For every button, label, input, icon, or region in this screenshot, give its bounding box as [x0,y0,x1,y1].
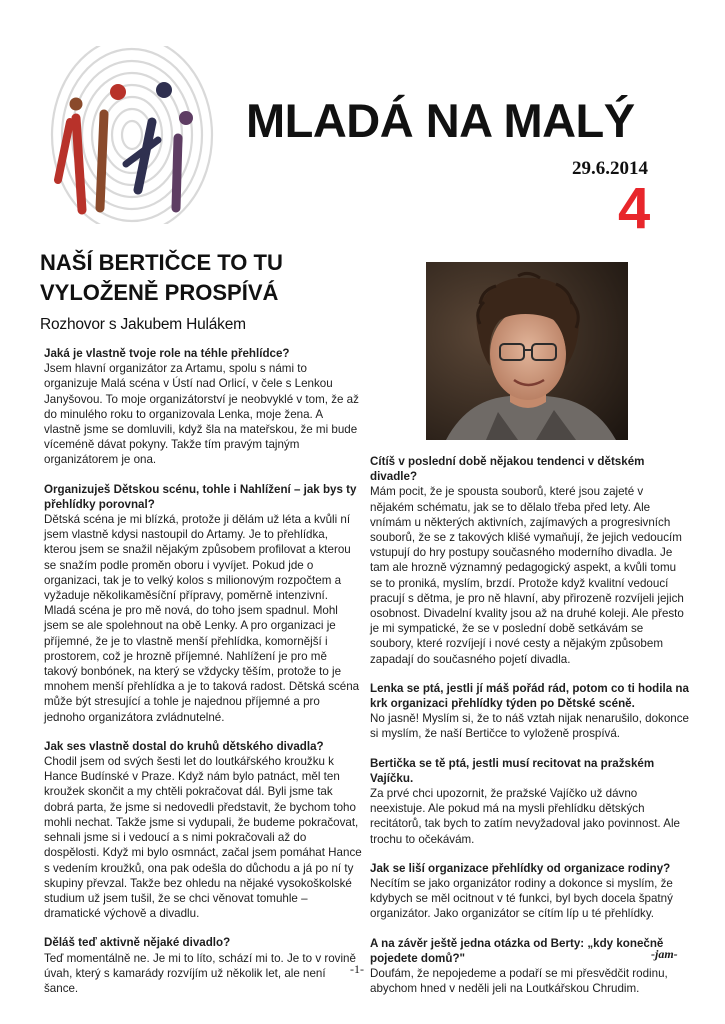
interviewee-photo [426,262,628,440]
headline-line-2: VYLOŽENĚ PROSPÍVÁ [40,280,279,305]
issue-date: 29.6.2014 [572,158,648,179]
interview-question: Děláš teď aktivně nějaké divadlo? [44,936,231,950]
left-column [44,346,362,1010]
interview-answer: Necítím se jako organizátor rodiny a dokonce si myslím, že kdybych se měl ocitnout v té funkci, byl bych docela špatný organizátor. Jako organizátor se cítím líp u té přehlídky. [370,877,673,921]
interview-answer: Doufám, že nepojedeme a podaří se mi přesvědčit rodinu, abychom hned v neděli jeli na Loutkářskou Chrudim. [370,967,668,996]
article-headline [40,248,360,308]
interview-answer: Teď momentálně ne. Je mi to líto, schází mi to. Je to v rovině úvah, který s kamarády rozvíjím už několik let, ale není šance. [44,951,356,995]
festival-logo [40,40,220,230]
interview-answer: No jasně! Myslím si, že to náš vztah nijak nenarušilo, dokonce si myslím, že naší Bertičce to vyloženě prospívá. [370,712,689,741]
interview-qa [370,681,690,742]
interview-question: Jak se liší organizace přehlídky od organizace rodiny? [370,861,671,875]
issue-number: 4 [618,176,651,241]
newsletter-title: MLADÁ NA MALÝ [246,94,635,147]
author-signature: -jam- [651,947,678,961]
interview-answer: Jsem hlavní organizátor za Artamu, spolu s námi to organizuje Malá scéna v Ústí nad Orlicí, v čele s Lenkou Janyšovou. To moje organizátorství je neobvyklé v tom, že až do minulého roku to organizovala Lenka, moje žena. A vlastně jsme se domluvili, když šla na mateřskou, že mi bude víceméně dávat pokyny. Takže tím pravým tajným organizátorem je ona. [44,362,359,467]
interview-question: Lenka se ptá, jestli jí máš pořád rád, potom co ti hodila na krk organizaci přehlídky týden po Dětské scéně. [370,681,689,711]
right-column [370,454,690,1011]
interview-question: Jaká je vlastně tvoje role na téhle přehlídce? [44,347,290,360]
interview-qa [370,936,690,997]
interview-qa [370,861,690,922]
interview-question: Bertička se tě ptá, jestli musí recitovat na pražském Vajíčku. [370,756,655,785]
page-number: -1- [350,962,364,976]
interview-question: A na závěr ještě jedna otázka od Berty: „kdy konečně pojedete domů?" [370,936,664,965]
interview-answer: Mám pocit, že je spousta souborů, které jsou zajeté v nějakém schématu, jak se to dělalo třeba před lety. Ale vnímám u některých aktivních, zajímavých a progresivních souborů, že se z takových klišé vymaňují, že jejich vedoucím vstupují do hry postupy současného moderního divadla. Je tam ale hrozně významný pedagogický aspekt, a kvůli tomu se to proniká, myslím, brzdí. Protože když kvalitní vedoucí pracují s dětma, je pro ně hlavní, aby přirozeně rozvíjeli jejich osobnost. Divadelní kvality jsou až na druhé koleji. Ale přesto je mi sympatické, že se v poslední době setkávám se soubory, které rozvíjejí i nové cesty a nějakým způsobem zapadají do současného pojetí divadla. [370,485,684,666]
interview-answer: Dětská scéna je mi blízká, protože ji dělám už léta a kvůli ní jsem vlastně kdysi nastoupil do Artamy. Je to přehlídka, kterou jsem se snažil nějakým způsobem profilovat a kterou se snažím podle proměn oboru i vyvíjet. Pokud jde o organizaci, tak je to velký kolos s milionovým rozpočtem a vyžaduje několikaměsíční přípravy, poměrně intenzivní. Mladá scéna je pro mě nová, do toho jsem spadnul. Mohl jsem se ale spolehnout na obě Lenky. A pro organizaci je příjemné, že je to vlastně menší přehlídka, komornější i prostorem, což je hrozně příjemné. Nahlížení je pro mě takový bonbónek, na který se vždycky těším, protože to je mnohem menší přehlídka a je to taková radost. Dětská scéna může být stresující a tohle je najednou příjemné a pro jednoho organizátora zvládnutelné. [44,513,360,724]
interview-qa [370,454,690,667]
interview-question: Organizuješ Dětskou scénu, tohle i Nahlížení – jak bys ty přehlídky porovnal? [44,482,357,511]
interview-answer: Za prvé chci upozornit, že pražské Vajíčko už dávno neexistuje. Ale pokud má na mysli přehlídku dětských recitátorů, tak bych to zatím nevyžadoval jako povinnost. Ale trochu to očekávám. [370,787,680,846]
interview-qa [44,482,362,725]
interview-question: Jak ses vlastně dostal do kruhů dětského divadla? [44,739,324,753]
article-subtitle: Rozhovor s Jakubem Hulákem [40,316,246,333]
headline-line-1: NAŠÍ BERTIČCE TO TU [40,250,283,275]
interview-qa [44,739,362,921]
interview-question: Cítíš v poslední době nějakou tendenci v dětském divadle? [370,455,645,484]
interview-qa [44,346,362,468]
interview-qa [44,935,362,996]
interview-answer: Chodil jsem od svých šesti let do loutkářského kroužku k Hance Budínské v Praze. Když nám bylo patnáct, měl ten kroužek skončit a my chtěli pokračovat dál. Byli jsme tak dobrá parta, že jsme si nedovedli představit, že bychom toho mohli nechat. Takže jsme si vydupali, že budeme pokračovat, sehnali jsme si i vedoucí a s nimi pokračovali až do dospělosti. Když mi bylo osmnáct, začal jsem pomáhat Hance s vedením kroužků, ona pak odešla do důchodu a já po ní ty skupiny převzal. Takže bez ohledu na nějaké vysokoškolské studium už jsem tušil, že se chci věnovat tomuhle – dramatické výchově a divadlu. [44,755,362,921]
interview-qa [370,756,690,847]
